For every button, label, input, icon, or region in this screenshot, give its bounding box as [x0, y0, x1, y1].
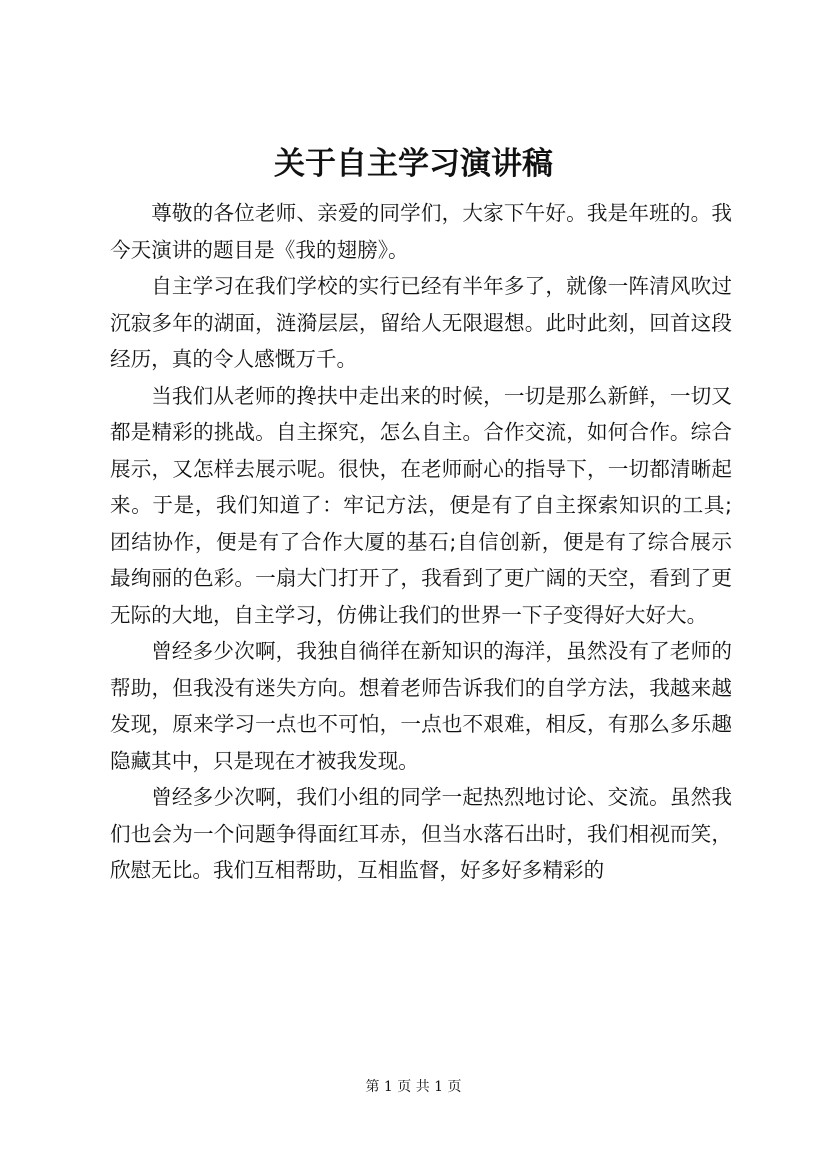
paragraph-greeting: 尊敬的各位老师、亲爱的同学们，大家下午好。我是年班的。我今天演讲的题目是《我的翅膀》。 — [110, 201, 732, 262]
document-body — [110, 195, 732, 889]
document-title: 关于自主学习演讲稿 — [274, 146, 553, 182]
paragraph-intro: 自主学习在我们学校的实行已经有半年多了，就像一阵清风吹过沉寂多年的湖面，涟漪层层，留给人无限遐想。此时此刻，回首这段经历，真的令人感慨万千。 — [110, 274, 732, 371]
paragraph-experience: 当我们从老师的搀扶中走出来的时候，一切是那么新鲜，一切又都是精彩的挑战。自主探究，怎么自主。合作交流，如何合作。综合展示，又怎样去展示呢。很快，在老师耐心的指导下，一切都清晰起来。于是，我们知道了：牢记方法，便是有了自主探索知识的工具;团结协作，便是有了合作大厦的基石;自信创新，便是有了综合展示最绚丽的色彩。一扇大门打开了，我看到了更广阔的天空，看到了更无际的大地，自主学习，仿佛让我们的世界一下子变得好大好大。 — [110, 383, 732, 627]
paragraph-self-study: 曾经多少次啊，我独自徜徉在新知识的海洋，虽然没有了老师的帮助，但我没有迷失方向。想着老师告诉我们的自学方法，我越来越发现，原来学习一点也不可怕，一点也不艰难，相反，有那么多乐趣隐藏其中，只是现在才被我发现。 — [110, 639, 732, 773]
page-footer: 第 1 页 共 1 页 — [365, 1079, 462, 1095]
paragraph-group-study: 曾经多少次啊，我们小组的同学一起热烈地讨论、交流。虽然我们也会为一个问题争得面红耳赤，但当水落石出时，我们相视而笑，欣慰无比。我们互相帮助，互相监督，好多好多精彩的 — [110, 785, 732, 882]
